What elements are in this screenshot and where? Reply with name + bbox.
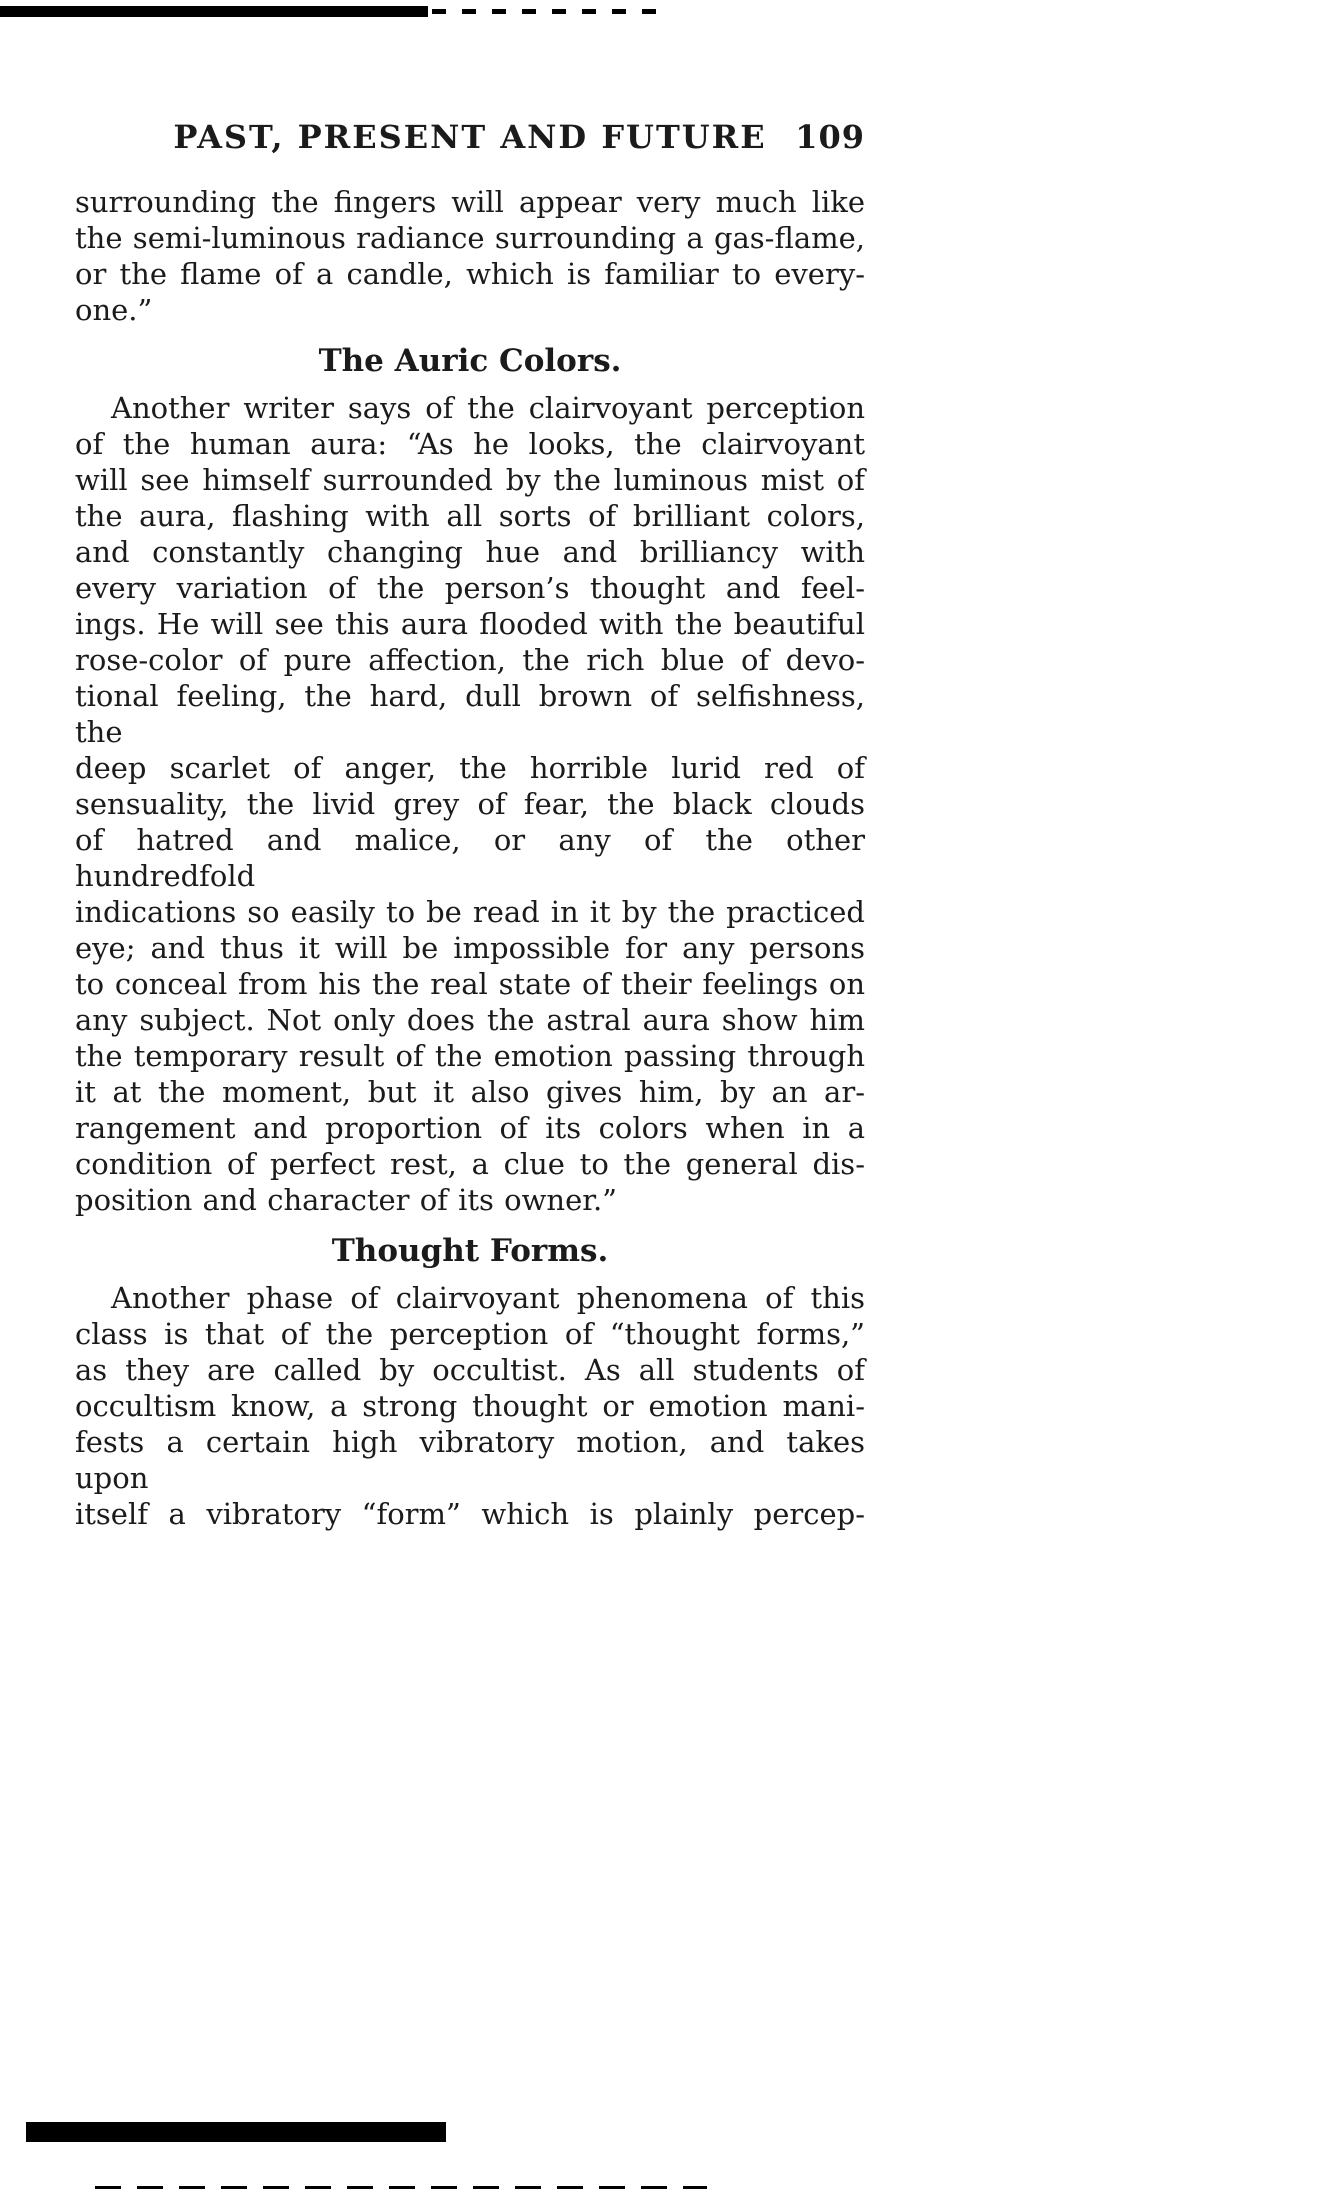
text-line: the semi-luminous radiance surrounding a gas-flame, [75, 221, 865, 255]
text-line: class is that of the perception of “thought forms,” [75, 1317, 865, 1351]
section-heading: Thought Forms. [331, 1233, 609, 1269]
text-line: rangement and proportion of its colors when in a [75, 1111, 865, 1145]
text-line: Another writer says of the clairvoyant perception [111, 391, 865, 425]
text-line: itself a vibratory “form” which is plainly percep- [75, 1497, 865, 1531]
text-line: the temporary result of the emotion passing through [75, 1039, 865, 1073]
text-line: every variation of the person’s thought and feel- [75, 571, 865, 605]
text-line: deep scarlet of anger, the horrible lurid red of [75, 751, 865, 785]
scan-artifact-bottom-bar [26, 2122, 446, 2142]
text-line: will see himself surrounded by the luminous mist of [75, 463, 865, 497]
text-line: tional feeling, the hard, dull brown of selfishness, the [75, 679, 865, 749]
text-line: of hatred and malice, or any of the other hundredfold [75, 823, 865, 893]
section-heading: The Auric Colors. [318, 343, 622, 379]
scan-artifact-top-bar [0, 6, 428, 17]
scan-artifact-bottom-line [95, 2186, 707, 2189]
running-head [75, 118, 865, 158]
running-title: PAST, PRESENT AND FUTURE [173, 118, 767, 156]
text-line: or the flame of a candle, which is familiar to every- [75, 257, 865, 291]
text-line: indications so easily to be read in it by the practiced [75, 895, 865, 929]
page-number: 109 [795, 118, 865, 156]
scan-artifact-top-dashes [432, 9, 662, 14]
text-line: position and character of its owner.” [75, 1183, 617, 1217]
text-line: sensuality, the livid grey of fear, the black clouds [75, 787, 865, 821]
text-line: condition of perfect rest, a clue to the general dis- [75, 1147, 865, 1181]
text-line: it at the moment, but it also gives him, by an ar- [75, 1075, 865, 1109]
text-line: the aura, flashing with all sorts of brilliant colors, [75, 499, 865, 533]
text-line: eye; and thus it will be impossible for any persons [75, 931, 865, 965]
text-line: Another phase of clairvoyant phenomena of this [111, 1281, 865, 1315]
text-line: any subject. Not only does the astral aura show him [75, 1003, 865, 1037]
text-line: of the human aura: “As he looks, the clairvoyant [75, 427, 865, 461]
paragraph [75, 184, 865, 328]
text-line: occultism know, a strong thought or emotion mani- [75, 1389, 865, 1423]
text-line: as they are called by occultist. As all students of [75, 1353, 865, 1387]
text-line: fests a certain high vibratory motion, and takes upon [75, 1425, 865, 1495]
page-content [75, 184, 865, 1532]
text-line: to conceal from his the real state of their feelings on [75, 967, 865, 1001]
paragraph [75, 1280, 865, 1532]
paragraph [75, 390, 865, 1218]
text-line: surrounding the fingers will appear very much like [75, 185, 865, 219]
text-line: ings. He will see this aura flooded with the beautiful [75, 607, 865, 641]
text-line: and constantly changing hue and brilliancy with [75, 535, 865, 569]
text-line: rose-color of pure affection, the rich blue of devo- [75, 643, 865, 677]
text-line: one.” [75, 293, 153, 327]
